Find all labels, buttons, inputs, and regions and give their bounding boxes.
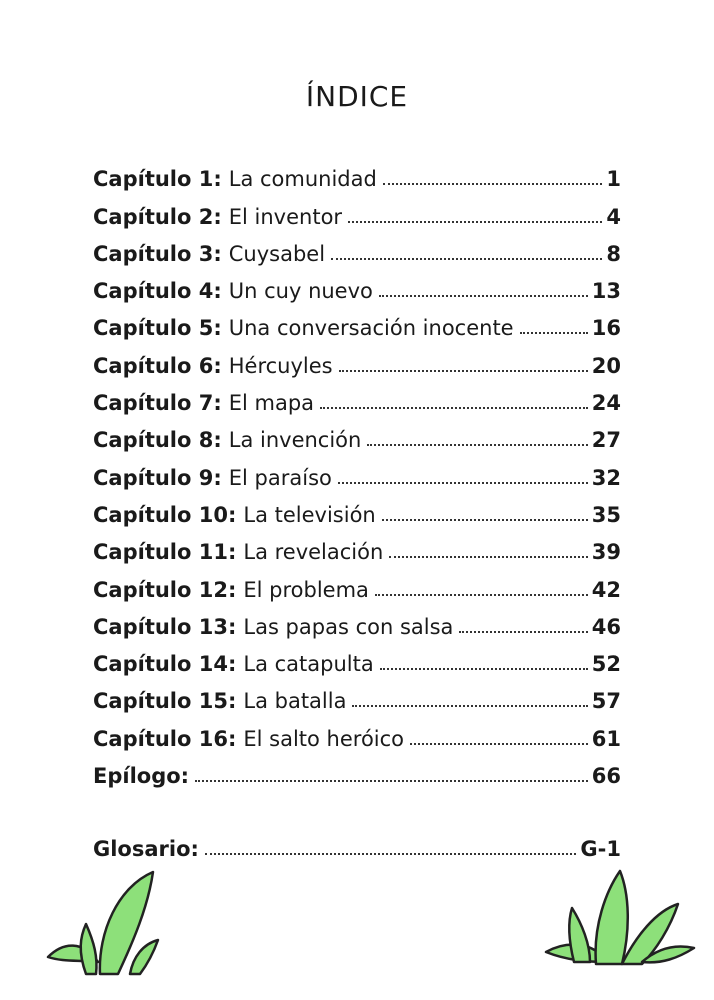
chapter-title: Un cuy nuevo [228, 279, 373, 304]
toc-entry[interactable] [93, 229, 621, 266]
chapter-title: Cuysabel [228, 241, 326, 266]
dot-leader [339, 370, 588, 372]
chapter-title: Una conversación inocente [228, 316, 514, 341]
dot-leader [379, 295, 588, 297]
chapter-number: Epílogo: [93, 764, 190, 789]
dot-leader [375, 594, 588, 596]
chapter-title: El paraíso [228, 465, 332, 490]
chapter-title: La televisión [243, 502, 376, 527]
chapter-number: Capítulo 10: [93, 502, 237, 527]
glossary-label: Glosario: [93, 837, 199, 862]
page-number: 27 [591, 428, 621, 453]
page-number: 20 [591, 353, 621, 378]
chapter-title: La revelación [243, 540, 384, 565]
chapter-number: Capítulo 6: [93, 353, 222, 378]
toc-entry[interactable] [93, 490, 621, 527]
dot-leader [380, 668, 588, 670]
chapter-title: La batalla [243, 689, 347, 714]
chapter-number: Capítulo 8: [93, 428, 222, 453]
chapter-number: Capítulo 9: [93, 465, 222, 490]
toc-entry[interactable] [93, 378, 621, 415]
dot-leader [389, 556, 587, 558]
toc-entry[interactable] [93, 564, 621, 601]
chapter-title: El problema [243, 577, 369, 602]
page-title: ÍNDICE [305, 80, 409, 113]
chapter-title: El mapa [228, 391, 315, 416]
page-number: G-1 [580, 837, 621, 862]
page-number: 57 [591, 689, 621, 714]
chapter-number: Capítulo 2: [93, 204, 222, 229]
page-number: 61 [591, 726, 621, 751]
page-number: 8 [606, 241, 621, 266]
chapter-number: Capítulo 12: [93, 577, 237, 602]
page-number: 32 [591, 465, 621, 490]
page-number: 52 [591, 652, 621, 677]
dot-leader [331, 258, 602, 260]
table-of-contents [93, 154, 621, 861]
chapter-number: Capítulo 4: [93, 279, 222, 304]
chapter-title: La catapulta [243, 652, 374, 677]
grass-right-icon [538, 866, 698, 972]
page-number: 35 [591, 502, 621, 527]
chapter-number: Capítulo 11: [93, 540, 237, 565]
toc-entry[interactable] [93, 602, 621, 639]
toc-entry[interactable] [93, 266, 621, 303]
toc-entry[interactable] [93, 154, 621, 191]
page-number: 4 [606, 204, 621, 229]
toc-entry[interactable] [93, 452, 621, 489]
dot-leader [459, 631, 587, 633]
toc-entry-epilogue[interactable] [93, 751, 621, 788]
toc-entry[interactable] [93, 639, 621, 676]
chapter-title: Las papas con salsa [243, 614, 454, 639]
dot-leader [320, 407, 588, 409]
chapter-number: Capítulo 15: [93, 689, 237, 714]
chapter-number: Capítulo 14: [93, 652, 237, 677]
page-number: 16 [591, 316, 621, 341]
chapter-number: Capítulo 3: [93, 241, 222, 266]
page-number: 13 [591, 279, 621, 304]
dot-leader [520, 332, 588, 334]
chapter-title: El salto heróico [243, 726, 405, 751]
chapter-number: Capítulo 7: [93, 391, 222, 416]
chapter-title: La comunidad [228, 167, 377, 192]
chapter-number: Capítulo 5: [93, 316, 222, 341]
toc-entry[interactable] [93, 415, 621, 452]
page-number: 39 [591, 540, 621, 565]
dot-leader [410, 743, 588, 745]
chapter-number: Capítulo 1: [93, 167, 222, 192]
dot-leader [367, 444, 587, 446]
toc-entry[interactable] [93, 303, 621, 340]
chapter-title: El inventor [228, 204, 343, 229]
grass-left-icon [38, 862, 178, 980]
toc-entry[interactable] [93, 713, 621, 750]
toc-entry[interactable] [93, 191, 621, 228]
dot-leader [348, 221, 602, 223]
chapter-number: Capítulo 13: [93, 614, 237, 639]
toc-entry[interactable] [93, 527, 621, 564]
toc-entry[interactable] [93, 340, 621, 377]
toc-entry[interactable] [93, 676, 621, 713]
page-number: 46 [591, 614, 621, 639]
page-number: 24 [591, 391, 621, 416]
dot-leader [382, 519, 588, 521]
dot-leader [205, 853, 577, 855]
chapter-number: Capítulo 16: [93, 726, 237, 751]
page-number: 42 [591, 577, 621, 602]
dot-leader [338, 482, 588, 484]
chapter-title: Hércuyles [228, 353, 333, 378]
page-number: 1 [606, 167, 621, 192]
chapter-title: La invención [228, 428, 362, 453]
dot-leader [352, 705, 587, 707]
page-number: 66 [591, 764, 621, 789]
dot-leader [383, 183, 603, 185]
toc-entry-glossary[interactable] [93, 824, 621, 861]
dot-leader [195, 780, 588, 782]
